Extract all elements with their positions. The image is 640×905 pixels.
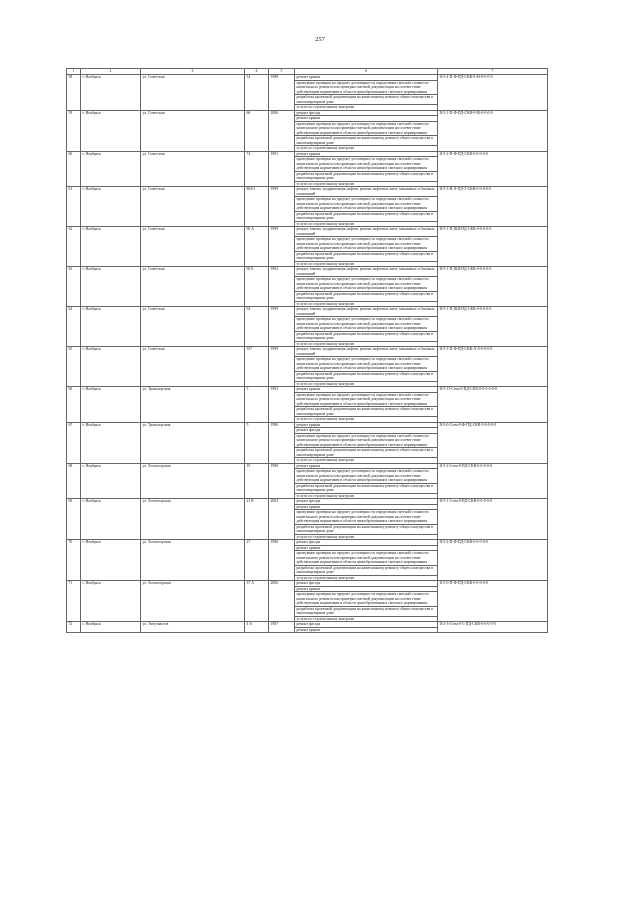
work-type-cell: проведение проверки на предмет достоверности определения сметной стоимости капитального ремонта или проверки сметной документации на соответствие действующим нормативам в области ценообразования в сметного нормирования: [295, 469, 438, 484]
street-cell: ул. Энтузиастов: [141, 622, 245, 633]
work-type-cell: разработка проектной документации на капитальному ремонту общего имущества в многоквартирном доме: [295, 136, 438, 146]
work-type-cell: разработка проектной документации на капитальному ремонту общего имущества в многоквартирном доме: [295, 171, 438, 181]
table-row: [67, 267, 548, 277]
house-cell: 37 А: [245, 581, 269, 622]
code-cell: II-5-0-П-Ф-ПД-СКВ-0-0-0-0-0: [438, 581, 548, 622]
work-type-cell: ремонт фасада: [295, 110, 438, 116]
house-cell: 4 А: [245, 622, 269, 633]
city-cell: г. Ноябрьск: [81, 499, 141, 540]
city-cell: г. Ноябрьск: [81, 151, 141, 187]
year-cell: 1986: [269, 422, 295, 463]
work-type-cell: услуги по строительному контролю: [295, 417, 438, 423]
street-cell: ул. Советская: [141, 267, 245, 307]
work-type-cell: разработка проектной документации на капитальному ремонту общего имущества в многоквартирном доме: [295, 524, 438, 534]
street-cell: ул. Советская: [141, 187, 245, 227]
row-number: 68: [67, 463, 81, 499]
column-number: 2: [81, 69, 141, 75]
work-type-cell: ремонт фасада: [295, 499, 438, 505]
house-cell: 107: [245, 347, 269, 387]
year-cell: 1999: [269, 187, 295, 227]
row-number: 70: [67, 540, 81, 581]
street-cell: ул. Советская: [141, 307, 245, 347]
table-row: [67, 581, 548, 587]
city-cell: г. Ноябрьск: [81, 540, 141, 581]
work-type-cell: разработка проектной документации на капитальному ремонту общего имущества в многоквартирном доме: [295, 565, 438, 575]
table-row: [67, 187, 548, 197]
house-cell: 80/61: [245, 187, 269, 227]
work-type-cell: услуги по строительному контролю: [295, 221, 438, 227]
work-type-cell: услуги по строительному контролю: [295, 534, 438, 540]
work-type-cell: разработка проектной документации на капитальному ремонту общего имущества в многоквартирном доме: [295, 483, 438, 493]
table-row: [67, 499, 548, 505]
work-type-cell: услуги по строительному контролю: [295, 575, 438, 581]
work-type-cell: услуги по строительному контролю: [295, 105, 438, 111]
city-cell: г. Ноябрьск: [81, 622, 141, 633]
work-type-cell: проведение проверки на предмет достоверности определения сметной стоимости капитального ремонта или проверки сметной документации на соответствие действующим нормативам в области ценообразования в сметного нормирования: [295, 317, 438, 332]
table-row: [67, 540, 548, 546]
work-type-cell: ремонт, замена, модернизация лифтов, ремонт лифтовых шахт, машинных и блочных помещений: [295, 187, 438, 197]
city-cell: г. Ноябрьск: [81, 187, 141, 227]
work-type-cell: услуги по строительному контролю: [295, 616, 438, 622]
house-cell: 54: [245, 75, 269, 111]
year-cell: 2002: [269, 499, 295, 540]
street-cell: ул. Советская: [141, 110, 245, 151]
code-cell: II-5-1-П-Ф-ПД-СКВ-0-М-0-0-0-0: [438, 110, 548, 151]
work-type-cell: ремонт крыши: [295, 504, 438, 510]
work-type-cell: ремонт фасада: [295, 581, 438, 587]
work-type-cell: ремонт крыши: [295, 75, 438, 81]
work-type-cell: разработка проектной документации на капитальному ремонту общего имущества в многоквартирном доме: [295, 291, 438, 301]
work-type-cell: разработка проектной документации на капитальному ремонту общего имущества в многоквартирном доме: [295, 211, 438, 221]
work-type-cell: ремонт крыши: [295, 116, 438, 122]
work-type-cell: проведение проверки на предмет достоверности определения сметной стоимости капитального ремонта или проверки сметной документации на соответствие действующим нормативам в области ценообразования в сметного нормирования: [295, 510, 438, 525]
table-row: [67, 347, 548, 357]
street-cell: ул. Холмогорская: [141, 463, 245, 499]
code-cell: II-5-3-П-Ф-ПД-СКВ-Л-Л-0-0-0-0: [438, 347, 548, 387]
year-cell: 1993: [269, 387, 295, 423]
work-type-cell: разработка проектной документации на капитальному ремонту общего имущества в многоквартирном доме: [295, 606, 438, 616]
city-cell: г. Ноябрьск: [81, 267, 141, 307]
code-cell: II-5-0-Стен-0-Ф-ПД-СКВ-0-0-0-0-0: [438, 422, 548, 463]
column-number: 3: [141, 69, 245, 75]
year-cell: 1999: [269, 347, 295, 387]
city-cell: г. Ноябрьск: [81, 110, 141, 151]
year-cell: 1999: [269, 227, 295, 267]
year-cell: 2006: [269, 581, 295, 622]
column-number: 5: [269, 69, 295, 75]
code-cell: II-2-3-Стен-0-С-ПД-СКВ-0-0-0-0-0: [438, 622, 548, 633]
work-type-cell: разработка проектной документации на капитальному ремонту общего имущества в многоквартирном доме: [295, 407, 438, 417]
row-number: 66: [67, 387, 81, 423]
street-cell: ул. Советская: [141, 75, 245, 111]
table-row: [67, 307, 548, 317]
table-row: [67, 75, 548, 81]
work-type-cell: ремонт крыши: [295, 586, 438, 592]
row-number: 64: [67, 307, 81, 347]
work-type-cell: ремонт, замена, модернизация лифтов, ремонт лифтовых шахт, машинных и блочных помещений: [295, 227, 438, 237]
house-cell: 90 А: [245, 227, 269, 267]
column-number: 7: [438, 69, 548, 75]
work-type-cell: проведение проверки на предмет достоверности определения сметной стоимости капитального ремонта или проверки сметной документации на соответствие действующим нормативам в области ценообразования в сметного нормирования: [295, 357, 438, 372]
work-type-cell: услуги по строительному контролю: [295, 458, 438, 464]
work-type-cell: ремонт, замена, модернизация лифтов, ремонт лифтовых шахт, машинных и блочных помещений: [295, 307, 438, 317]
city-cell: г. Ноябрьск: [81, 227, 141, 267]
street-cell: ул. Советская: [141, 151, 245, 187]
code-cell: II-5-2-П-Ф-ПД-СКВ-0-0-0-0-0: [438, 151, 548, 187]
work-type-cell: услуги по строительному контролю: [295, 301, 438, 307]
year-cell: 1987: [269, 622, 295, 633]
work-type-cell: ремонт крыши: [295, 545, 438, 551]
column-number: 4: [245, 69, 269, 75]
page-number: 257: [315, 36, 325, 43]
city-cell: г. Ноябрьск: [81, 422, 141, 463]
work-type-cell: услуги по строительному контролю: [295, 261, 438, 267]
row-number: 69: [67, 499, 81, 540]
work-type-cell: ремонт, замена, модернизация лифтов, ремонт лифтовых шахт, машинных и блочных помещений: [295, 267, 438, 277]
row-number: 65: [67, 347, 81, 387]
row-number: 67: [67, 422, 81, 463]
work-type-cell: услуги по строительному контролю: [295, 181, 438, 187]
city-cell: г. Ноябрьск: [81, 75, 141, 111]
row-number: 61: [67, 187, 81, 227]
work-type-cell: разработка проектной документации на капитальному ремонту общего имущества в многоквартирном доме: [295, 448, 438, 458]
house-cell: 66: [245, 110, 269, 151]
code-cell: II-5-1-П-ДШ-ПД-СКВ-0-0-0-0-0: [438, 307, 548, 347]
row-number: 71: [67, 581, 81, 622]
work-type-cell: проведение проверки на предмет достоверности определения сметной стоимости капитального ремонта или проверки сметной документации на соответствие действующим нормативам в области ценообразования в сметного нормирования: [295, 277, 438, 292]
house-cell: 27: [245, 540, 269, 581]
column-number: 6: [295, 69, 438, 75]
house-cell: 94: [245, 307, 269, 347]
row-number: 72: [67, 622, 81, 633]
row-number: 63: [67, 267, 81, 307]
year-cell: 1991: [269, 151, 295, 187]
work-type-cell: услуги по строительному контролю: [295, 493, 438, 499]
column-number: 1: [67, 69, 81, 75]
row-number: 59: [67, 110, 81, 151]
table-row: [67, 151, 548, 157]
year-cell: 1999: [269, 307, 295, 347]
street-cell: ул. Советская: [141, 227, 245, 267]
year-cell: 1988: [269, 75, 295, 111]
work-type-cell: проведение проверки на предмет достоверности определения сметной стоимости капитального ремонта или проверки сметной документации на соответствие действующим нормативам в области ценообразования в сметного нормирования: [295, 551, 438, 566]
work-type-cell: разработка проектной документации на капитальному ремонту общего имущества в многоквартирном доме: [295, 95, 438, 105]
repair-table: [66, 68, 548, 633]
street-cell: ул. Транспортная: [141, 422, 245, 463]
city-cell: г. Ноябрьск: [81, 387, 141, 423]
year-cell: 2006: [269, 110, 295, 151]
work-type-cell: услуги по строительному контролю: [295, 341, 438, 347]
table-row: [67, 622, 548, 628]
work-type-cell: ремонт крыши: [295, 151, 438, 157]
work-type-cell: разработка проектной документации на капитальному ремонту общего имущества в многоквартирном доме: [295, 371, 438, 381]
row-number: 62: [67, 227, 81, 267]
street-cell: ул. Советская: [141, 347, 245, 387]
house-cell: 21 К: [245, 499, 269, 540]
code-cell: II-5-1-П-ДШ-ПД-СКВ-0-0-0-0-0: [438, 227, 548, 267]
code-cell: II-5-2-Стен-0-ПД-СКВ-0-0-0-0-0: [438, 463, 548, 499]
house-cell: 90 Б: [245, 267, 269, 307]
code-cell: II-5-2-П-Ф-ПД-СКВ-0-0-0-0-0: [438, 540, 548, 581]
code-cell: II-5-1-Стен-0-ПД-СКВ-0-0-0-0-0: [438, 499, 548, 540]
table-row: [67, 463, 548, 469]
table-row: [67, 227, 548, 237]
code-cell: II-5-4-П-Ф-ПД-СКВ-0-М-0-0-0-0: [438, 75, 548, 111]
city-cell: г. Ноябрьск: [81, 581, 141, 622]
work-type-cell: проведение проверки на предмет достоверности определения сметной стоимости капитального ремонта или проверки сметной документации на соответствие действующим нормативам в области ценообразования в сметного нормирования: [295, 197, 438, 212]
work-type-cell: ремонт фасада: [295, 622, 438, 628]
street-cell: ул. Транспортная: [141, 387, 245, 423]
work-type-cell: ремонт фасада: [295, 540, 438, 546]
table-row: [67, 422, 548, 428]
code-cell: II-5-11-Стен-0-ПД-СКВ-0-0-0-0-0-0: [438, 387, 548, 423]
work-type-cell: проведение проверки на предмет достоверности определения сметной стоимости капитального ремонта или проверки сметной документации на соответствие действующим нормативам в области ценообразования в сметного нормирования: [295, 592, 438, 607]
table-body: [67, 75, 548, 633]
row-number: 58: [67, 75, 81, 111]
work-type-cell: ремонт крыши: [295, 387, 438, 393]
table-row: [67, 387, 548, 393]
work-type-cell: ремонт, замена, модернизация лифтов, ремонт лифтовых шахт, машинных и блочных помещений: [295, 347, 438, 357]
work-type-cell: ремонт фасада: [295, 428, 438, 434]
work-type-cell: разработка проектной документации на капитальному ремонту общего имущества в многоквартирном доме: [295, 251, 438, 261]
work-type-cell: проведение проверки на предмет достоверности определения сметной стоимости капитального ремонта или проверки сметной документации на соответствие действующим нормативам в области ценообразования в сметного нормирования: [295, 392, 438, 407]
house-cell: 5: [245, 422, 269, 463]
house-cell: 5: [245, 387, 269, 423]
year-cell: 1998: [269, 540, 295, 581]
year-cell: 1988: [269, 463, 295, 499]
street-cell: ул. Холмогорская: [141, 540, 245, 581]
code-cell: II-5-1-П-ДШ-ПД-СКВ-0-0-0-0-0: [438, 267, 548, 307]
work-type-cell: проведение проверки на предмет достоверности определения сметной стоимости капитального ремонта или проверки сметной документации на соответствие действующим нормативам в области ценообразования в сметного нормирования: [295, 157, 438, 172]
work-type-cell: проведение проверки на предмет достоверности определения сметной стоимости капитального ремонта или проверки сметной документации на соответствие действующим нормативам в области ценообразования в сметного нормирования: [295, 121, 438, 136]
year-cell: 1992: [269, 267, 295, 307]
row-number: 60: [67, 151, 81, 187]
house-cell: 74: [245, 151, 269, 187]
work-type-cell: услуги по строительному контролю: [295, 381, 438, 387]
work-type-cell: ремонт крыши: [295, 627, 438, 633]
city-cell: г. Ноябрьск: [81, 463, 141, 499]
city-cell: г. Ноябрьск: [81, 347, 141, 387]
street-cell: ул. Холмогорская: [141, 581, 245, 622]
work-type-cell: проведение проверки на предмет достоверности определения сметной стоимости капитального ремонта или проверки сметной документации на соответствие действующим нормативам в области ценообразования в сметного нормирования: [295, 433, 438, 448]
work-type-cell: ремонт крыши: [295, 463, 438, 469]
street-cell: ул. Холмогорская: [141, 499, 245, 540]
city-cell: г. Ноябрьск: [81, 307, 141, 347]
table-row: [67, 110, 548, 116]
work-type-cell: проведение проверки на предмет достоверности определения сметной стоимости капитального ремонта или проверки сметной документации на соответствие действующим нормативам в области ценообразования в сметного нормирования: [295, 80, 438, 95]
work-type-cell: разработка проектной документации на капитальному ремонту общего имущества в многоквартирном доме: [295, 331, 438, 341]
code-cell: II-5-3-Н-Л-ПД-Т-СКВ-0-0-0-0-0: [438, 187, 548, 227]
work-type-cell: ремонт крыши: [295, 422, 438, 428]
work-type-cell: услуги по строительному контролю: [295, 146, 438, 152]
house-cell: 19: [245, 463, 269, 499]
work-type-cell: проведение проверки на предмет достоверности определения сметной стоимости капитального ремонта или проверки сметной документации на соответствие действующим нормативам в области ценообразования в сметного нормирования: [295, 237, 438, 252]
